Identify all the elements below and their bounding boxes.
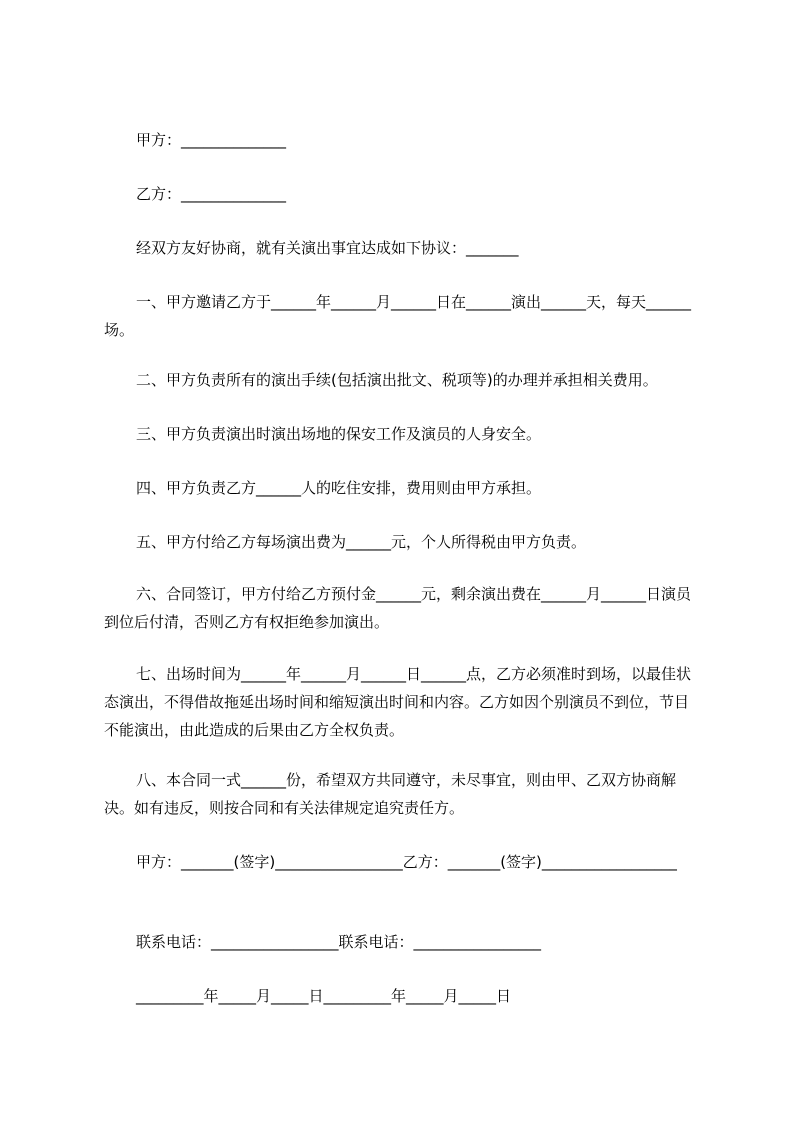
phone-line: 联系电话：_________________联系电话：_________________ xyxy=(136,933,542,951)
date-line: _________年_____月_____日_________年_____月_____日 xyxy=(136,987,512,1005)
party-a-line: 甲方：______________ xyxy=(136,131,287,149)
clause-5: 五、甲方付给乙方每场演出费为______元，个人所得税由甲方负责。 xyxy=(136,533,587,551)
clause-8: 八、本合同一式______份，希望双方共同遵守，未尽事宜，则由甲、乙双方协商解决。如有违反，则按合同和有关法律规定追究责任方。 xyxy=(104,771,677,817)
clause-7: 七、出场时间为______年______月______日______点，乙方必须准时到场，以最佳状态演出，不得借故拖延出场时间和缩短演出时间和内容。乙方如因个别演员不到位，节目不能演出，由此造成的后果由乙方全权负责。 xyxy=(104,665,692,739)
intro-paragraph: 经双方友好协商，就有关演出事宜达成如下协议：_______ xyxy=(136,239,519,257)
party-b-line: 乙方：______________ xyxy=(136,185,287,203)
clause-3: 三、甲方负责演出时演出场地的保安工作及演员的人身安全。 xyxy=(136,425,542,443)
clause-2: 二、甲方负责所有的演出手续(包括演出批文、税项等)的办理并承担相关费用。 xyxy=(136,371,658,389)
signature-line: 甲方：_______(签字)_________________乙方：_______(签字)__________________ xyxy=(136,853,677,871)
clause-1: 一、甲方邀请乙方于______年______月______日在______演出______天，每天______场。 xyxy=(104,293,692,339)
clause-6: 六、合同签订，甲方付给乙方预付金______元，剩余演出费在______月______日演员到位后付清，否则乙方有权拒绝参加演出。 xyxy=(104,585,692,631)
clause-4: 四、甲方负责乙方______人的吃住安排，费用则由甲方承担。 xyxy=(136,479,542,497)
